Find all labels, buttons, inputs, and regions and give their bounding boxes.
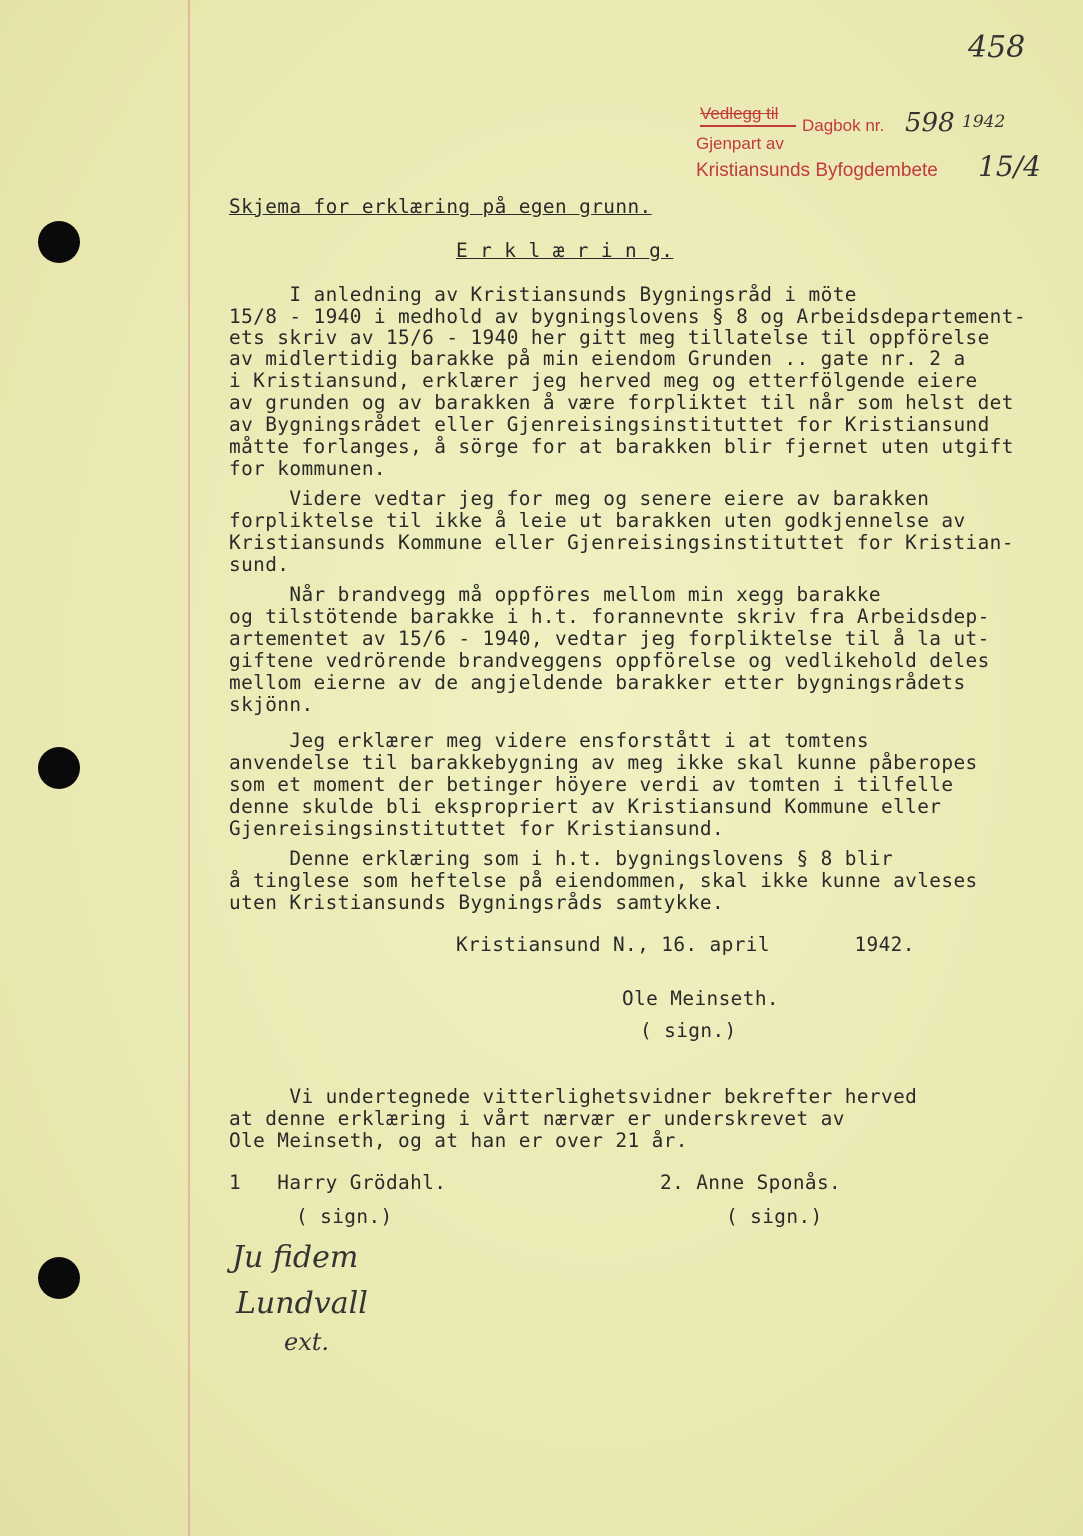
body-line: sund. [229, 553, 290, 576]
punch-hole-top [38, 221, 80, 263]
stamp-year: 1942 [962, 112, 1006, 132]
witness-line: at denne erklæring i vårt nærvær er underskrevet av [229, 1107, 845, 1130]
body-line: av midlertidig barakke på min eiendom Grunden .. gate nr. 2 a [229, 347, 966, 370]
witness-line: Vi undertegnede vitterlighetsvidner bekrefter herved [229, 1085, 918, 1108]
body-line: som et moment der betinger höyere verdi av tomten i tilfelle [229, 773, 954, 796]
body-line: i Kristiansund, erklærer jeg herved meg og etterfölgende eiere [229, 369, 978, 392]
stamp-rule [700, 125, 796, 127]
body-line: Kristiansunds Kommune eller Gjenreisingsinstituttet for Kristian- [229, 531, 1014, 554]
stamp-dagbok-label: Dagbok nr. [802, 116, 885, 135]
witness-line: Ole Meinseth, og at han er over 21 år. [229, 1129, 688, 1152]
handwritten-line: ext. [284, 1328, 330, 1356]
body-line: av Bygningsrådet eller Gjenreisingsinstituttet for Kristiansund [229, 413, 990, 436]
body-line: 15/8 - 1940 i medhold av bygningslovens § 8 og Arbeidsdepartement- [229, 305, 1026, 328]
place-date: Kristiansund N., 16. april 1942. [456, 933, 915, 956]
body-line: Gjenreisingsinstituttet for Kristiansund. [229, 817, 725, 840]
punch-hole-middle [38, 747, 80, 789]
signer-name: Ole Meinseth. [622, 987, 779, 1010]
body-line: Jeg erklærer meg videre ensforstått i at tomtens [229, 729, 869, 752]
body-line: Denne erklæring som i h.t. bygningslovens § 8 blir [229, 847, 894, 870]
body-line: og tilstötende barakke i h.t. forannevnte skriv fra Arbeidsdep- [229, 605, 990, 628]
body-line: å tinglese som heftelse på eiendommen, skal ikke kunne avleses [229, 869, 978, 892]
body-line: I anledning av Kristiansunds Bygningsråd i möte [229, 283, 857, 306]
body-line: giftene vedrörende brandveggens oppförelse og vedlikehold deles [229, 649, 990, 672]
stamp-copy-label: Gjenpart av [696, 134, 784, 153]
stamp-struck-text: Vedlegg til [700, 104, 779, 123]
body-line: denne skulde bli ekspropriert av Kristiansund Kommune eller [229, 795, 942, 818]
body-line: for kommunen. [229, 457, 386, 480]
signer-sign: ( sign.) [640, 1019, 737, 1042]
stamp-office: Kristiansunds Byfogdembete [696, 160, 938, 181]
body-line: forpliktelse til ikke å leie ut barakken uten godkjennelse av [229, 509, 966, 532]
handwritten-line: Lundvall [236, 1286, 368, 1321]
body-line: skjönn. [229, 693, 314, 716]
body-line: av grunden og av barakken å være forpliktet til når som helst det [229, 391, 1014, 414]
stamp-dagbok-number: 598 [905, 108, 955, 138]
witness2-name: 2. Anne Sponås. [660, 1171, 842, 1194]
margin-line [188, 0, 190, 1536]
body-line: Videre vedtar jeg for meg og senere eiere av barakken [229, 487, 930, 510]
body-line: artementet av 15/6 - 1940, vedtar jeg forpliktelse til å la ut- [229, 627, 990, 650]
body-line: måtte forlanges, å sörge for at barakken blir fjernet uten utgift [229, 435, 1014, 458]
body-line: Når brandvegg må oppföres mellom min xegg barakke [229, 583, 882, 606]
witness2-sign: ( sign.) [726, 1205, 823, 1228]
punch-hole-bottom [38, 1257, 80, 1299]
witness1-name: 1 Harry Grödahl. [229, 1171, 447, 1194]
witness1-sign: ( sign.) [296, 1205, 393, 1228]
stamp-date: 15/4 [978, 150, 1041, 183]
body-line: anvendelse til barakkebygning av meg ikke skal kunne påberopes [229, 751, 978, 774]
body-line: ets skriv av 15/6 - 1940 her gitt meg tillatelse til oppförelse [229, 326, 990, 349]
page-number: 458 [968, 30, 1026, 65]
handwritten-line: Ju fidem [232, 1240, 359, 1275]
body-line: uten Kristiansunds Bygningsråds samtykke. [229, 891, 725, 914]
form-title: Skjema for erklæring på egen grunn. [229, 195, 652, 218]
document-heading: E r k l æ r i n g. [456, 239, 674, 262]
body-line: mellom eierne av de angjeldende barakker etter bygningsrådets [229, 671, 966, 694]
